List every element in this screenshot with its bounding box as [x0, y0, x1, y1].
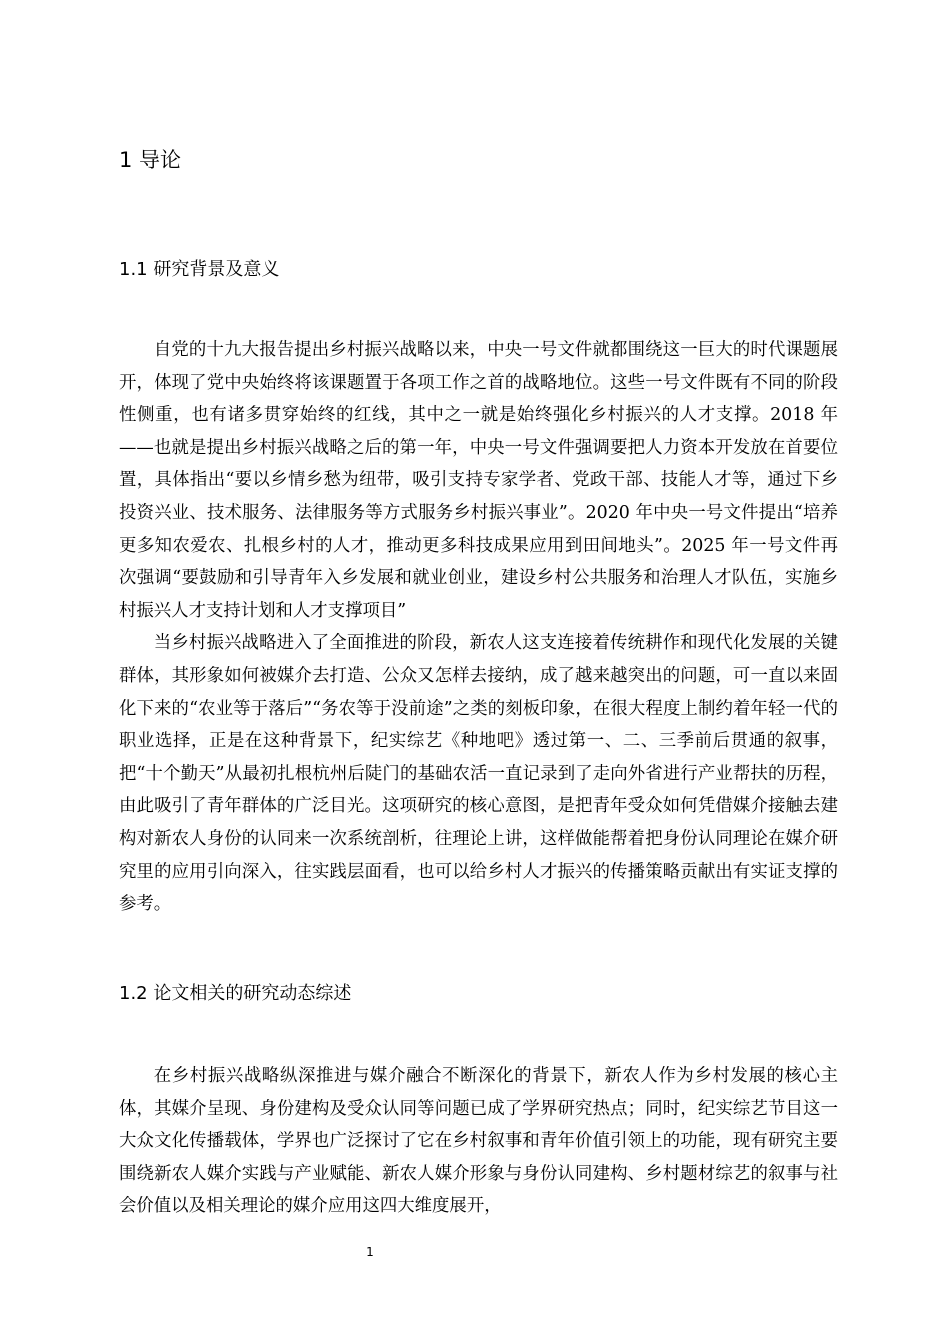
page-number: 1	[366, 1245, 374, 1259]
section-heading-1-1: 1.1 研究背景及意义	[119, 259, 280, 280]
section-1-1-body	[119, 334, 838, 921]
paragraph: 在乡村振兴战略纵深推进与媒介融合不断深化的背景下，新农人作为乡村发展的核心主体，其媒介呈现、身份建构及受众认同等问题已成了学界研究热点；同时，纪实综艺节目这一大众文化传播载体，学界也广泛探讨了它在乡村叙事和青年价值引领上的功能，现有研究主要围绕新农人媒介实践与产业赋能、新农人媒介形象与身份认同建构、乡村题材综艺的叙事与社会价值以及相关理论的媒介应用这四大维度展开，	[119, 1066, 838, 1217]
section-heading-1-2: 1.2 论文相关的研究动态综述	[119, 983, 352, 1004]
section-1-2-body	[119, 1060, 838, 1223]
paragraph: 当乡村振兴战略进入了全面推进的阶段，新农人这支连接着传统耕作和现代化发展的关键群体，其形象如何被媒介去打造、公众又怎样去接纳，成了越来越突出的问题，可一直以来固化下来的“农业等于落后”“务农等于没前途”之类的刻板印象，在很大程度上制约着年轻一代的职业选择，正是在这种背景下，纪实综艺《种地吧》透过第一、二、三季前后贯通的叙事，把“十个勤天”从最初扎根杭州后陡门的基础农活一直记录到了走向外省进行产业帮扶的历程，由此吸引了青年群体的广泛目光。这项研究的核心意图，是把青年受众如何凭借媒介接触去建构对新农人身份的认同来一次系统剖析，往理论上讲，这样做能帮着把身份认同理论在媒介研究里的应用引向深入，往实践层面看，也可以给乡村人才振兴的传播策略贡献出有实证支撑的参考。	[119, 633, 838, 915]
paragraph: 自党的十九大报告提出乡村振兴战略以来，中央一号文件就都围绕这一巨大的时代课题展开，体现了党中央始终将该课题置于各项工作之首的战略地位。这些一号文件既有不同的阶段性侧重，也有诸多贯穿始终的红线，其中之一就是始终强化乡村振兴的人才支撑。2018 年——也就是提出乡村振兴战略之后的第一年，中央一号文件强调要把人力资本开发放在首要位置，具体指出“要以乡情乡愁为纽带，吸引支持专家学者、党政干部、技能人才等，通过下乡投资兴业、技术服务、法律服务等方式服务乡村振兴事业”。2020 年中央一号文件提出“培养更多知农爱农、扎根乡村的人才，推动更多科技成果应用到田间地头”。2025 年一号文件再次强调“要鼓励和引导青年入乡发展和就业创业，建设乡村公共服务和治理人才队伍，实施乡村振兴人才支持计划和人才支撑项目”	[119, 340, 838, 621]
chapter-heading: 1 导论	[119, 148, 182, 172]
